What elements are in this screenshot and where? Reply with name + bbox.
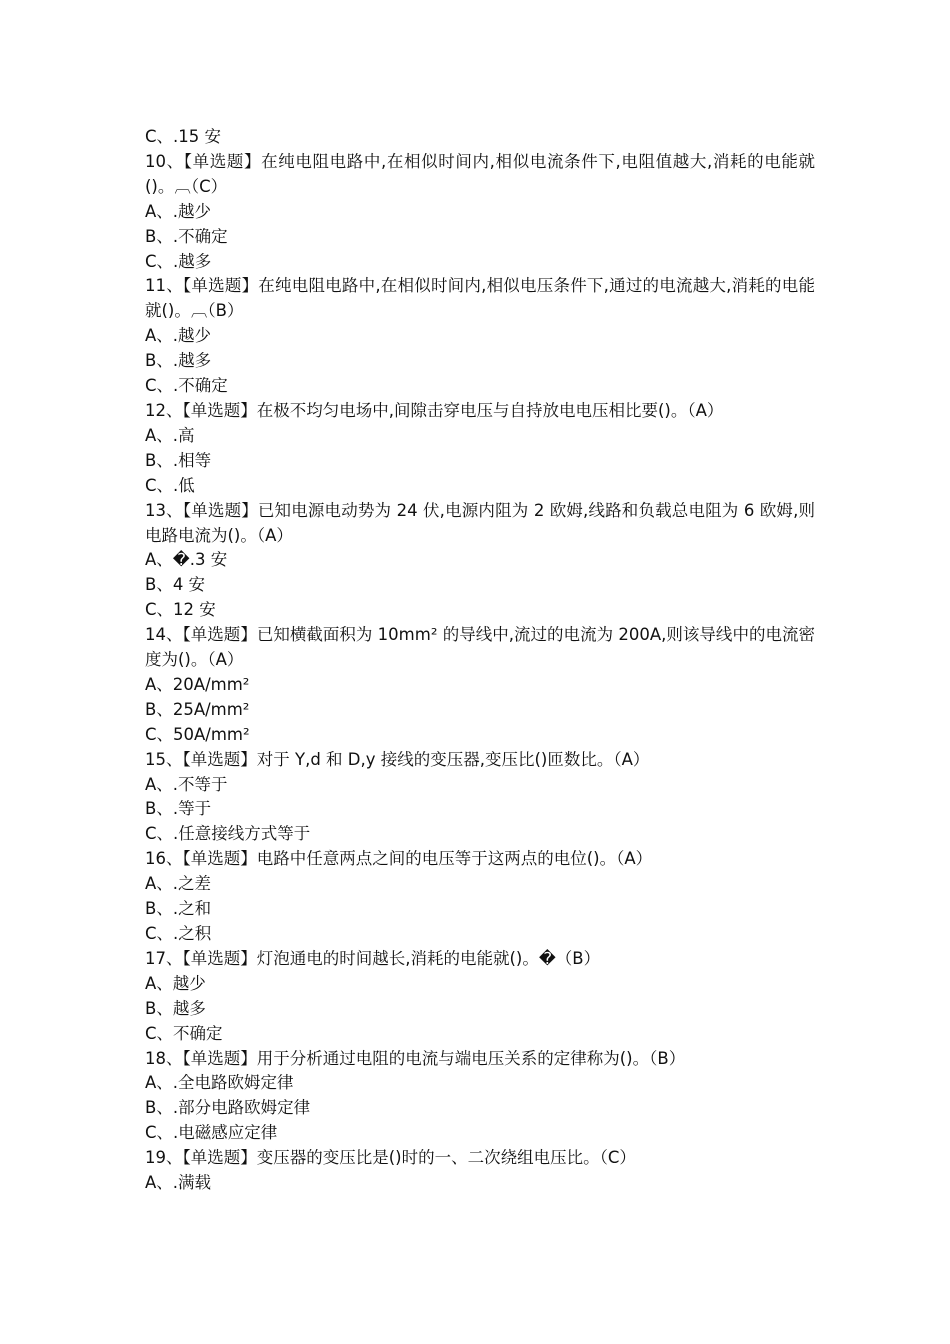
question-text: 15、【单选题】对于 Y,d 和 D,y 接线的变压器,变压比()匝数比。（A）	[145, 749, 650, 769]
answer-option: C、.之积	[145, 924, 212, 943]
answer-option: C、12 安	[145, 600, 216, 620]
answer-option: C、不确定	[145, 1023, 223, 1043]
answer-option: C、.越多	[145, 251, 212, 271]
answer-option: C、50A/mm²	[145, 724, 250, 744]
question-text: 10、【单选题】在纯电阻电路中,在相似时间内,相似电流条件下,电阻值越大,消耗的电能就()。︹（C）	[145, 151, 815, 196]
question-list	[145, 125, 815, 1196]
answer-option: B、.部分电路欧姆定律	[145, 1098, 311, 1118]
answer-option: B、越多	[145, 998, 206, 1018]
answer-option: B、.等于	[145, 799, 212, 819]
answer-option: A、20A/mm²	[145, 674, 250, 694]
answer-option: A、.不等于	[145, 774, 228, 794]
answer-option: C、.不确定	[145, 376, 228, 396]
answer-option: B、25A/mm²	[145, 699, 250, 719]
answer-option: B、.相等	[145, 450, 212, 470]
question-text: 16、【单选题】电路中任意两点之间的电压等于这两点的电位()。（A）	[145, 849, 653, 869]
answer-option: A、.全电路欧姆定律	[145, 1073, 294, 1093]
answer-option: C、.低	[145, 475, 195, 495]
answer-option: A、.高	[145, 425, 195, 445]
answer-option: A、�.3 安	[145, 550, 228, 570]
question-text: 11、【单选题】在纯电阻电路中,在相似时间内,相似电压条件下,通过的电流越大,消耗的电能就()。︹（B）	[145, 276, 815, 321]
answer-option: B、.不确定	[145, 226, 228, 246]
answer-option: B、.越多	[145, 351, 212, 371]
question-text: 12、【单选题】在极不均匀电场中,间隙击穿电压与自持放电电压相比要()。（A）	[145, 400, 724, 420]
answer-option: A、越少	[145, 973, 206, 993]
answer-option: C、.电磁感应定律	[145, 1123, 278, 1143]
answer-option: A、.越少	[145, 201, 212, 221]
answer-option: C、.15 安	[145, 127, 222, 146]
answer-option: A、.之差	[145, 874, 212, 894]
answer-option: A、.越少	[145, 326, 212, 346]
question-text: 13、【单选题】已知电源电动势为 24 伏,电源内阻为 2 欧姆,线路和负载总电阻为 6 欧姆,则电路电流为()。（A）	[145, 500, 815, 545]
question-text: 19、【单选题】变压器的变压比是()时的一、二次绕组电压比。（C）	[145, 1148, 636, 1168]
answer-option: A、.满载	[145, 1173, 212, 1193]
question-text: 17、【单选题】灯泡通电的时间越长,消耗的电能就()。�（B）	[145, 948, 601, 968]
answer-option: C、.任意接线方式等于	[145, 824, 311, 844]
question-text: 14、【单选题】已知横截面积为 10mm² 的导线中,流过的电流为 200A,则该导线中的电流密度为()。（A）	[145, 625, 815, 670]
answer-option: B、.之和	[145, 899, 212, 919]
question-text: 18、【单选题】用于分析通过电阻的电流与端电压关系的定律称为()。（B）	[145, 1048, 686, 1068]
answer-option: B、4 安	[145, 575, 206, 595]
